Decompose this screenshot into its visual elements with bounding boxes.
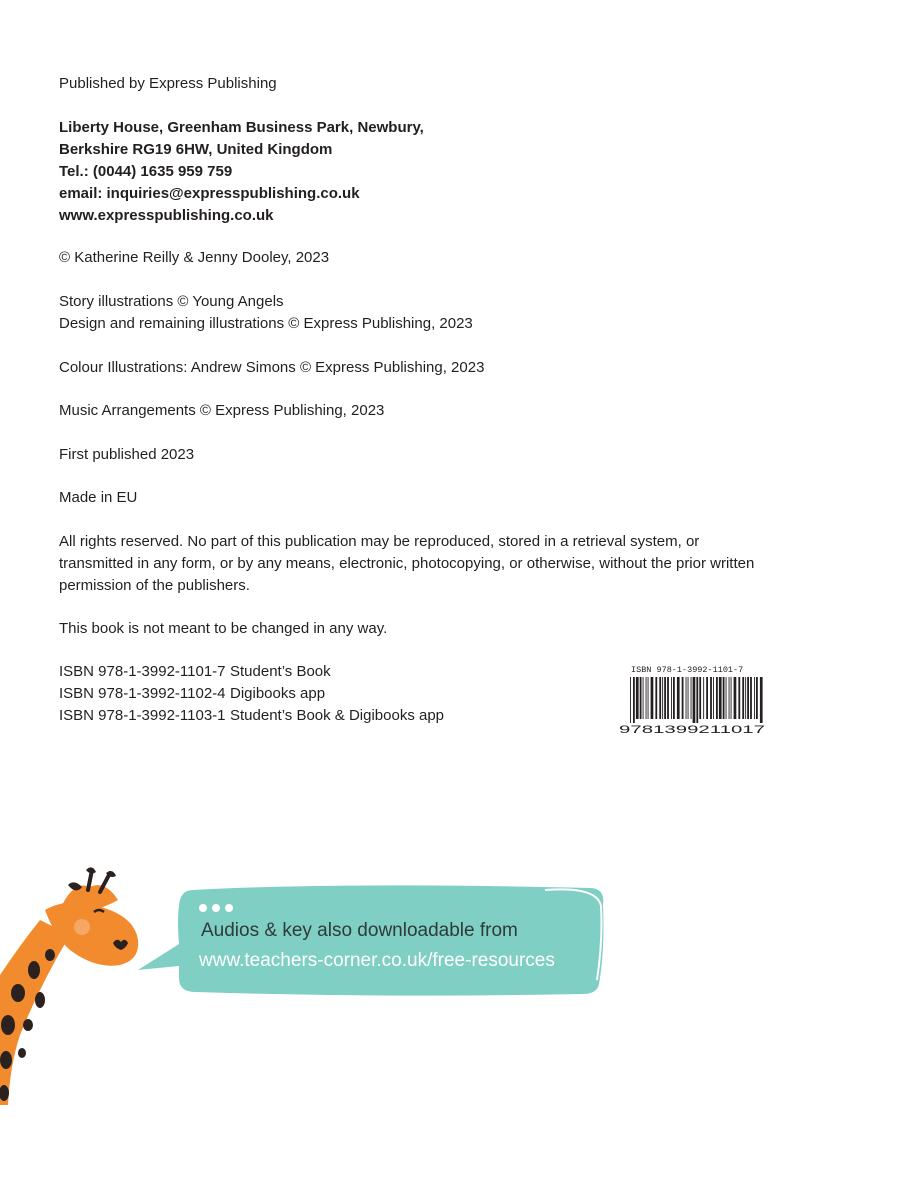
isbn-number: ISBN 978-1-3992-1101-7 — [59, 663, 226, 680]
barcode-bar — [659, 677, 661, 719]
barcode-bar — [723, 677, 725, 719]
barcode-bar — [756, 677, 758, 719]
barcode-bar — [734, 677, 737, 719]
isbn-product: Student’s Book & Digibooks app — [230, 707, 445, 724]
barcode-bar — [664, 677, 666, 719]
barcode-bar — [643, 677, 644, 719]
colour-illustrations: Colour Illustrations: Andrew Simons © Express Publishing, 2023 — [59, 359, 485, 376]
barcode-bar — [651, 677, 654, 719]
illustrations-block — [59, 291, 473, 335]
resources-link[interactable]: www.teachers-corner.co.uk/free-resources — [199, 950, 555, 971]
dot-icon — [225, 904, 233, 912]
isbn-product: Student’s Book — [230, 663, 331, 680]
isbn-row — [59, 683, 444, 705]
barcode-bar — [750, 677, 752, 719]
dot-icon — [212, 904, 220, 912]
isbn-row — [59, 705, 444, 727]
first-published-block — [59, 444, 194, 466]
barcode-bar — [716, 677, 718, 719]
story-illustrations: Story illustrations © Young Angels — [59, 293, 284, 310]
barcode-bar — [696, 677, 698, 723]
barcode-bar — [682, 677, 684, 719]
barcode-bar — [747, 677, 749, 719]
barcode-bar — [742, 677, 744, 719]
barcode-bar — [648, 677, 649, 719]
not-changed-notice: This book is not meant to be changed in any way. — [59, 620, 388, 637]
address-line-1: Liberty House, Greenham Business Park, Newbury, — [59, 119, 424, 136]
email-link[interactable]: email: inquiries@expresspublishing.co.uk — [59, 185, 360, 202]
barcode-bar — [633, 677, 635, 723]
barcode-bar — [655, 677, 657, 719]
isbn-row — [59, 661, 444, 683]
barcode-bar — [754, 677, 755, 719]
music-block — [59, 400, 384, 422]
barcode-bar — [731, 677, 732, 719]
isbn-list — [59, 661, 444, 727]
barcode-bar — [713, 677, 714, 719]
barcode-bar — [630, 677, 631, 723]
publisher-block — [59, 73, 277, 95]
copyright-line: © Katherine Reilly & Jenny Dooley, 2023 — [59, 249, 330, 266]
barcode-bar — [706, 677, 708, 719]
isbn-product: Digibooks app — [230, 685, 326, 702]
barcode-bar — [745, 677, 746, 719]
barcode-bar — [640, 677, 642, 719]
address-block — [59, 117, 424, 227]
barcode-bar — [636, 677, 639, 719]
dot-icon — [199, 904, 207, 912]
copyright-block — [59, 247, 329, 269]
barcode-digits: 9781399211017 — [619, 724, 765, 735]
rights-line-1: All rights reserved. No part of this publication may be reproduced, stored in a retrieval system, or — [59, 533, 700, 550]
publisher-line: Published by Express Publishing — [59, 75, 277, 92]
barcode-bar — [662, 677, 663, 719]
isbn-number: ISBN 978-1-3992-1102-4 — [59, 685, 226, 702]
design-illustrations: Design and remaining illustrations © Express Publishing, 2023 — [59, 315, 473, 332]
made-in-block — [59, 487, 137, 509]
isbn-number: ISBN 978-1-3992-1103-1 — [59, 707, 226, 724]
rights-line-3: permission of the publishers. — [59, 577, 250, 594]
barcode — [618, 663, 768, 735]
colour-illustrations-block — [59, 357, 484, 379]
barcode-bar — [699, 677, 701, 719]
made-in: Made in EU — [59, 489, 138, 506]
barcode-bar — [719, 677, 722, 719]
barcode-bar — [671, 677, 672, 719]
website-link[interactable]: www.expresspublishing.co.uk — [59, 207, 274, 224]
barcode-bar — [710, 677, 712, 719]
barcode-bar — [646, 677, 647, 719]
music-arrangements: Music Arrangements © Express Publishing, 2023 — [59, 402, 385, 419]
address-line-2: Berkshire RG19 6HW, United Kingdom — [59, 141, 333, 158]
telephone: Tel.: (0044) 1635 959 759 — [59, 163, 233, 180]
bubble-line-1: Audios & key also downloadable from — [201, 920, 518, 941]
barcode-bar — [726, 677, 727, 719]
barcode-bar — [667, 677, 669, 719]
barcode-bar — [688, 677, 689, 719]
barcode-isbn-caption: ISBN 978-1-3992-1101-7 — [631, 665, 744, 675]
first-published: First published 2023 — [59, 446, 195, 463]
barcode-bar — [693, 677, 696, 723]
barcode-bar — [677, 677, 680, 719]
barcode-bar — [703, 677, 704, 719]
giraffe-illustration — [0, 865, 145, 1105]
barcode-bars — [630, 677, 763, 723]
barcode-bar — [686, 677, 687, 719]
barcode-bar — [729, 677, 730, 719]
barcode-bar — [738, 677, 740, 719]
rights-line-2: transmitted in any form, or by any means, electronic, photocopying, or otherwise, without the prior written — [59, 555, 755, 572]
barcode-bar — [760, 677, 763, 723]
barcode-bar — [673, 677, 675, 719]
barcode-bar — [691, 677, 692, 719]
not-changed-block — [59, 618, 387, 640]
rights-block — [59, 531, 819, 597]
